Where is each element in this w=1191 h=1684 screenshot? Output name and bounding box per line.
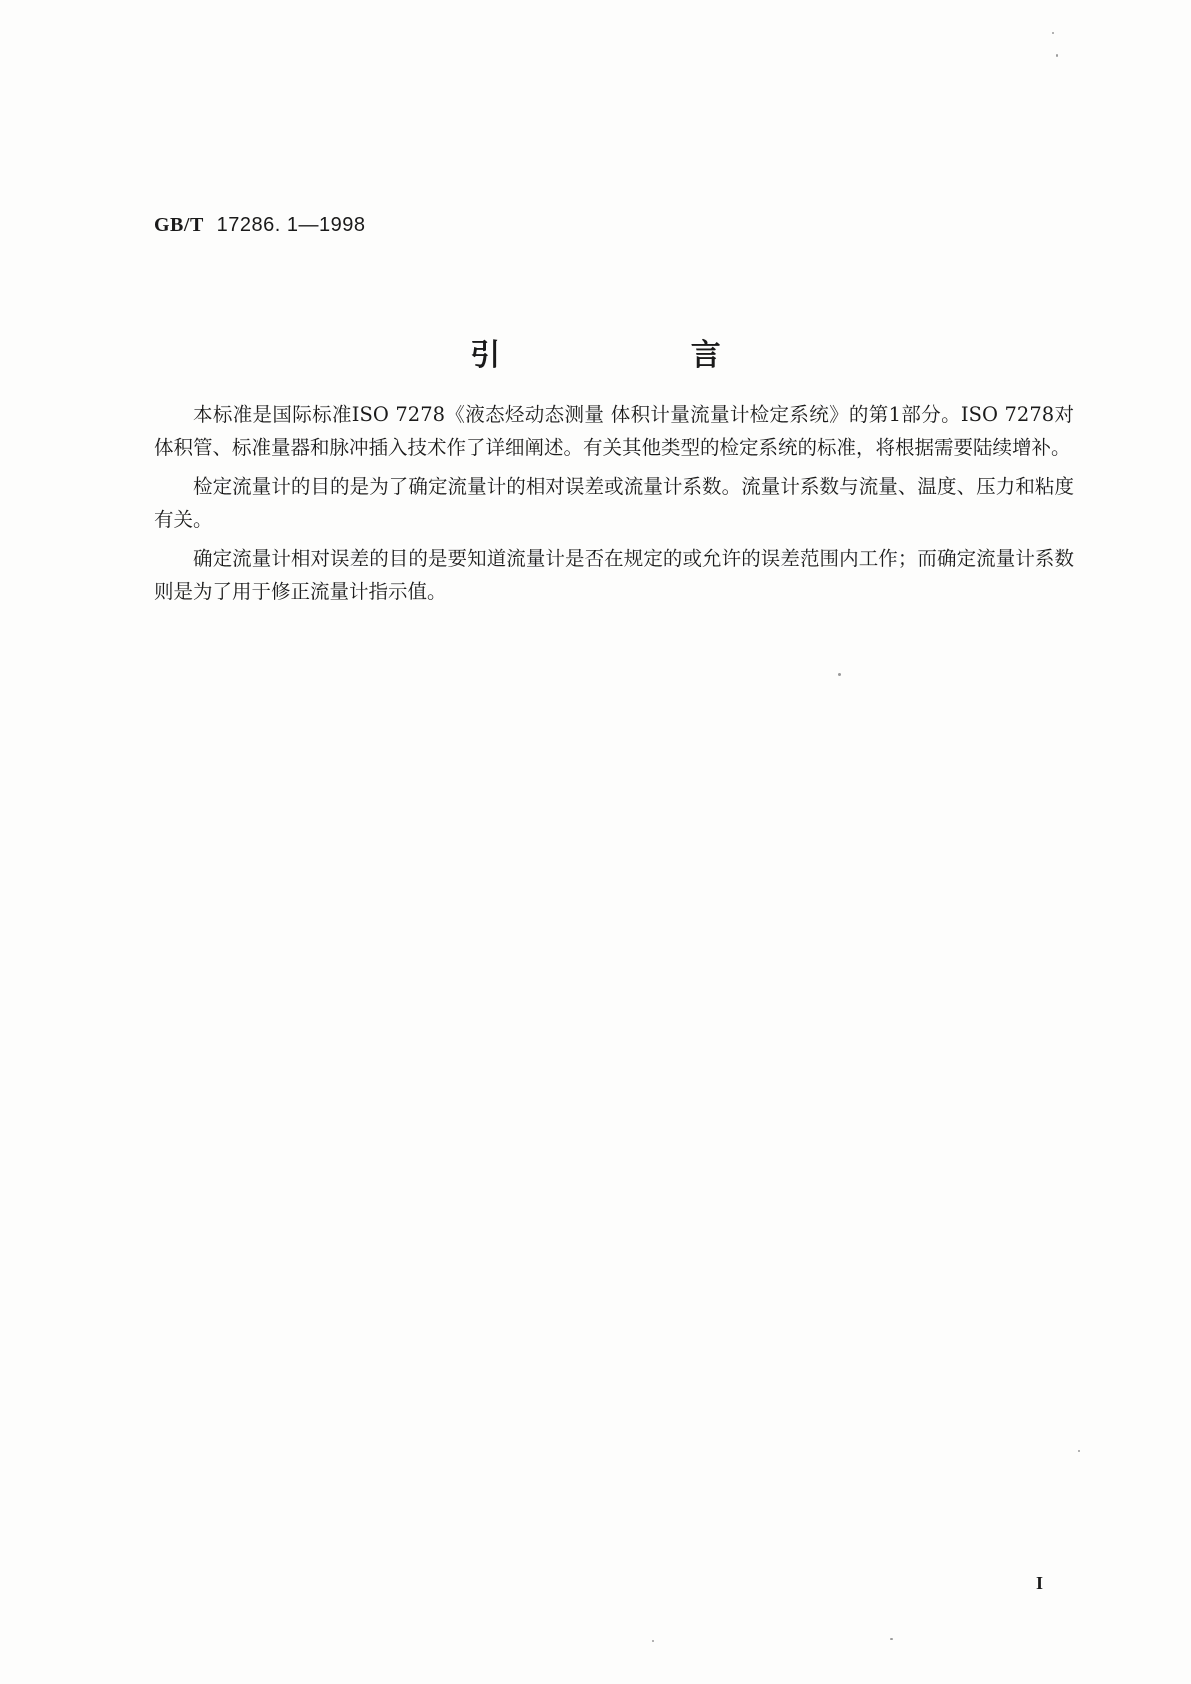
scan-speck [1078,1450,1080,1452]
scan-speck [838,673,841,676]
scan-speck [890,1638,893,1640]
scan-speck [1056,54,1058,57]
paragraph: 本标准是国际标准ISO 7278《液态烃动态测量 体积计量流量计检定系统》的第1部分。ISO 7278对体积管、标准量器和脉冲插入技术作了详细阐述。有关其他类型的检定系统的标准，将根据需要陆续增补。 [154,403,1074,459]
scan-speck [652,1640,654,1642]
paragraph: 确定流量计相对误差的目的是要知道流量计是否在规定的或允许的误差范围内工作；而确定流量计系数则是为了用于修正流量计指示值。 [154,547,1074,603]
document-code [154,212,366,237]
document-code-prefix: GB/T [154,214,204,236]
page-number: I [1036,1573,1044,1593]
scan-speck [1052,32,1054,34]
body-text [154,398,1074,614]
paragraph: 检定流量计的目的是为了确定流量计的相对误差或流量计系数。流量计系数与流量、温度、压力和粘度有关。 [154,475,1074,531]
section-title: 引 言 [470,338,811,373]
document-code-number: 17286. 1—1998 [216,214,366,236]
